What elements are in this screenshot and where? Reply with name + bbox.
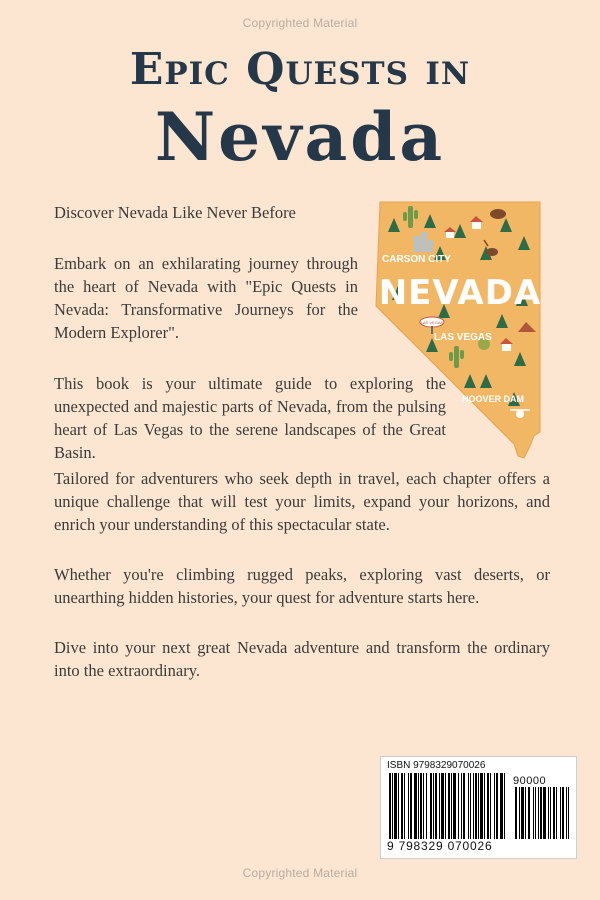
intro-paragraph: Embark on an exhilarating journey through the heart of Nevada with "Epic Quests in Nevada: Transformative Journeys for the Modern Explorer". — [54, 254, 358, 342]
cactus-icon — [408, 206, 413, 228]
barcode-bar — [461, 773, 462, 839]
cactus-icon — [449, 352, 453, 361]
barcode-bar — [453, 773, 456, 839]
barcode-bar — [445, 773, 446, 839]
barcode-bar — [458, 773, 459, 839]
tagline-paragraph: Discover Nevada Like Never Before — [54, 203, 296, 222]
deer-icon — [486, 248, 498, 256]
closing-paragraph: Dive into your next great Nevada adventure and transform the ordinary into the extraordinary. — [54, 638, 550, 680]
barcode-bars — [387, 773, 571, 839]
barcode-bar — [404, 773, 405, 839]
barcode-addon-bar — [560, 787, 561, 839]
las-vegas-label: LAS VEGAS — [434, 332, 492, 343]
barcode-bar — [478, 773, 479, 839]
copyright-watermark-bottom: Copyrighted Material — [242, 866, 358, 880]
isbn-label: ISBN 9798329070026 — [387, 760, 486, 771]
price-code: 90000 — [513, 775, 547, 787]
barcode-bar — [468, 773, 469, 839]
barcode-addon-bar — [556, 787, 557, 839]
barcode-addon-bar — [515, 787, 517, 839]
barcode-bar — [435, 773, 437, 839]
barcode-addon-bar — [566, 787, 567, 839]
isbn-digits: 9 798329 070026 — [387, 839, 493, 853]
barcode-bar — [463, 773, 465, 839]
nevada-state-shape — [376, 202, 540, 458]
copyright-watermark-top: Copyrighted Material — [242, 16, 358, 30]
title-line-2: Nevada — [154, 98, 446, 176]
barcode-bar — [475, 773, 477, 839]
barcode-bar — [426, 773, 427, 839]
barcode-bar — [398, 773, 399, 839]
barcode-bar — [484, 773, 485, 839]
barcode-bar — [441, 773, 444, 839]
barcode-bar — [480, 773, 483, 839]
barcode-bar — [408, 773, 409, 839]
barcode-bar — [423, 773, 424, 839]
barcode-bar — [389, 773, 391, 839]
barcode-bar — [394, 773, 397, 839]
hoover-dam-label: HOOVER DAM — [462, 394, 525, 404]
barcode-bar — [494, 773, 495, 839]
house-icon — [502, 344, 511, 351]
barcode-bar — [433, 773, 434, 839]
barcode-addon-bar — [538, 787, 539, 839]
barcode-addon-bar — [521, 787, 524, 839]
barcode-bar — [410, 773, 412, 839]
barcode-bar — [487, 773, 489, 839]
house-icon — [472, 222, 481, 229]
barcode-bar — [470, 773, 471, 839]
barcode-bar — [418, 773, 419, 839]
barcode-bar — [490, 773, 491, 839]
climbing-paragraph: Whether you're climbing rugged peaks, exploring vast deserts, or unearthing hidden histories, your quest for adventure starts here. — [54, 565, 550, 607]
barcode-addon-bar — [543, 787, 546, 839]
cactus-icon — [414, 210, 418, 219]
barcode-bar — [439, 773, 440, 839]
barcode-addon-bar — [540, 787, 542, 839]
barcode-addon-bar — [553, 787, 555, 839]
barcode-bar — [392, 773, 393, 839]
guide-paragraph: This book is your ultimate guide to exploring the unexpected and majestic parts of Nevada, from the pulsing heart of Las Vegas to the serene landscapes of the Great Basin. — [54, 374, 446, 462]
cactus-icon — [460, 350, 464, 359]
barcode-bar — [414, 773, 417, 839]
nevada-map-label: NEVADA — [378, 273, 542, 313]
barcode-bar — [504, 773, 505, 839]
barcode-bar — [430, 773, 432, 839]
barcode-bar — [473, 773, 474, 839]
barcode-addon-bar — [533, 787, 534, 839]
bear-icon — [490, 209, 506, 219]
cactus-icon — [403, 212, 407, 221]
barcode-addon-bar — [562, 787, 564, 839]
cactus-icon — [454, 346, 459, 368]
adventure-paragraph: Tailored for adventurers who seek depth in travel, each chapter offers a unique challenge that will test your limits, expand your horizons, and enrich your understanding of this spectacular state. — [54, 469, 550, 534]
barcode-addon-bar — [535, 787, 536, 839]
nevada-map-illustration — [374, 196, 546, 464]
barcode-addon-bar — [519, 787, 520, 839]
barcode-bar — [401, 773, 403, 839]
barcode-addon-bar — [568, 787, 569, 839]
barcode-addon-bar — [528, 787, 530, 839]
barcode-addon-bar — [525, 787, 526, 839]
barcode-bar — [451, 773, 452, 839]
barcode-addon-bar — [550, 787, 551, 839]
barcode-bar — [420, 773, 422, 839]
house-icon — [446, 232, 454, 238]
las-vegas-sign-text: LAS VEGAS — [420, 320, 444, 325]
carson-city-label: CARSON CITY — [382, 254, 451, 265]
title-line-1: Epic Quests in — [129, 44, 471, 95]
barcode-bar — [448, 773, 450, 839]
barcode-bar — [496, 773, 498, 839]
barcode-bar — [500, 773, 503, 839]
isbn-barcode — [380, 756, 577, 859]
barcode-addon-bar — [548, 787, 549, 839]
